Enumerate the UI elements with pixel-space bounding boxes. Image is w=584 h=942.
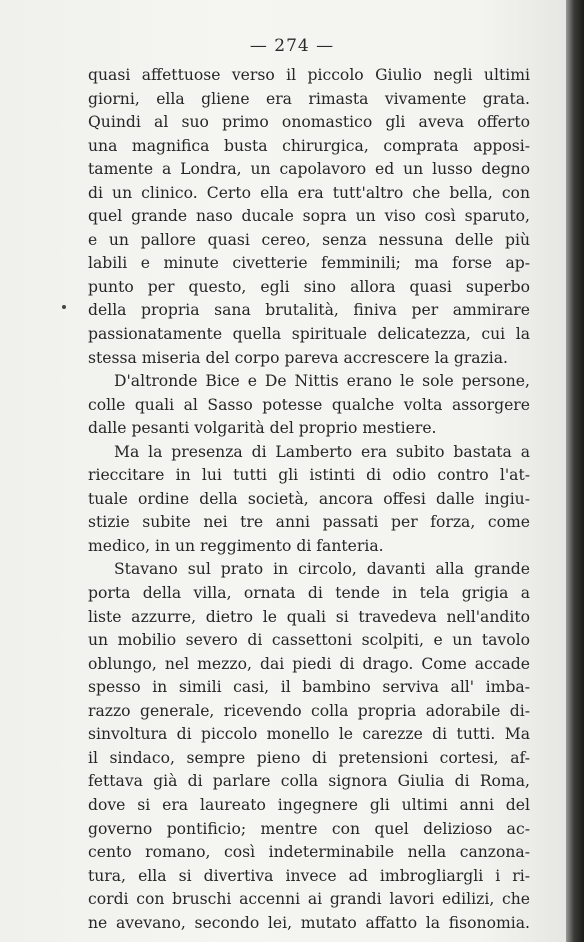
text-line: sinvoltura di piccolo monello le carezze di tutti. Ma xyxy=(88,725,530,744)
text-line: e un pallore quasi cereo, senza nessuna delle più xyxy=(88,230,530,249)
text-line: dove si era laureato ingegnere gli ultimi anni del xyxy=(88,795,530,814)
text-line: passionatamente quella spirituale delicatezza, cui la xyxy=(88,325,530,344)
text-line: cento romano, così indeterminabile nella canzona- xyxy=(88,843,530,862)
text-line: Ma la presenza di Lamberto era subito bastata a xyxy=(114,442,530,461)
text-line: giorni, ella gliene era rimasta vivamente grata. xyxy=(88,89,530,108)
text-line: liste azzurre, dietro le quali si travedeva nell'andito xyxy=(88,607,530,626)
text-line: oblungo, nel mezzo, dai piedi di drago. Come accade xyxy=(88,654,530,673)
text-line: tuale ordine della società, ancora offesi dalle ingiu- xyxy=(88,489,530,508)
text-line: colle quali al Sasso potesse qualche volta assorgere xyxy=(88,395,530,414)
text-line: tamente a Londra, un capolavoro ed un lusso degno xyxy=(88,160,530,179)
text-line: stessa miseria del corpo pareva accrescere la grazia. xyxy=(88,348,509,367)
text-line: Stavano sul prato in circolo, davanti alla grande xyxy=(114,560,530,579)
page-number: — 274 — xyxy=(249,36,335,56)
page-edge-shadow xyxy=(566,0,584,942)
text-line: un mobilio severo di cassettoni scolpiti, e un tavolo xyxy=(88,631,530,650)
text-line: razzo generale, ricevendo colla propria adorabile di- xyxy=(88,701,530,720)
text-line: governo pontificio; mentre con quel delizioso ac- xyxy=(88,819,530,838)
text-line: punto per questo, egli sino allora quasi superbo xyxy=(88,277,530,296)
text-line: della propria sana brutalità, finiva per ammirare xyxy=(88,301,530,320)
text-line: di un clinico. Certo ella era tutt'altro che bella, con xyxy=(88,183,530,202)
text-line: rieccitare in lui tutti gli istinti di odio contro l'at- xyxy=(88,466,530,485)
text-line: medico, in un reggimento di fanteria. xyxy=(88,536,384,555)
text-line: stizie subite nei tre anni passati per forza, come xyxy=(88,513,530,532)
text-line: labili e minute civetterie femminili; ma forse ap- xyxy=(88,254,530,273)
text-line: il sindaco, sempre pieno di pretensioni cortesi, af- xyxy=(88,748,530,767)
text-line: quel grande naso ducale sopra un viso così sparuto, xyxy=(88,207,530,226)
text-line: porta della villa, ornata di tende in tela grigia a xyxy=(88,584,530,603)
text-line: una magnifica busta chirurgica, comprata apposi- xyxy=(88,136,530,155)
text-line: cordi con bruschi accenni ai grandi lavori edilizi, che xyxy=(88,890,530,909)
text-line: Quindi al suo primo onomastico gli aveva offerto xyxy=(88,113,530,132)
margin-mark xyxy=(62,305,66,309)
text-line: D'altronde Bice e De Nittis erano le sole persone, xyxy=(114,372,530,391)
text-line: fettava già di parlare colla signora Giulia di Roma, xyxy=(88,772,530,791)
text-line: spesso in simili casi, il bambino serviva all' imba- xyxy=(88,678,530,697)
text-line: dalle pesanti volgarità del proprio mestiere. xyxy=(88,419,437,438)
text-line: quasi affettuose verso il piccolo Giulio negli ultimi xyxy=(88,66,530,84)
text-line: tura, ella si divertiva invece ad imbrogliargli i ri- xyxy=(88,866,530,885)
body-text xyxy=(88,64,530,935)
text-line: ne avevano, secondo lei, mutato affatto la fisonomia. xyxy=(88,913,530,932)
